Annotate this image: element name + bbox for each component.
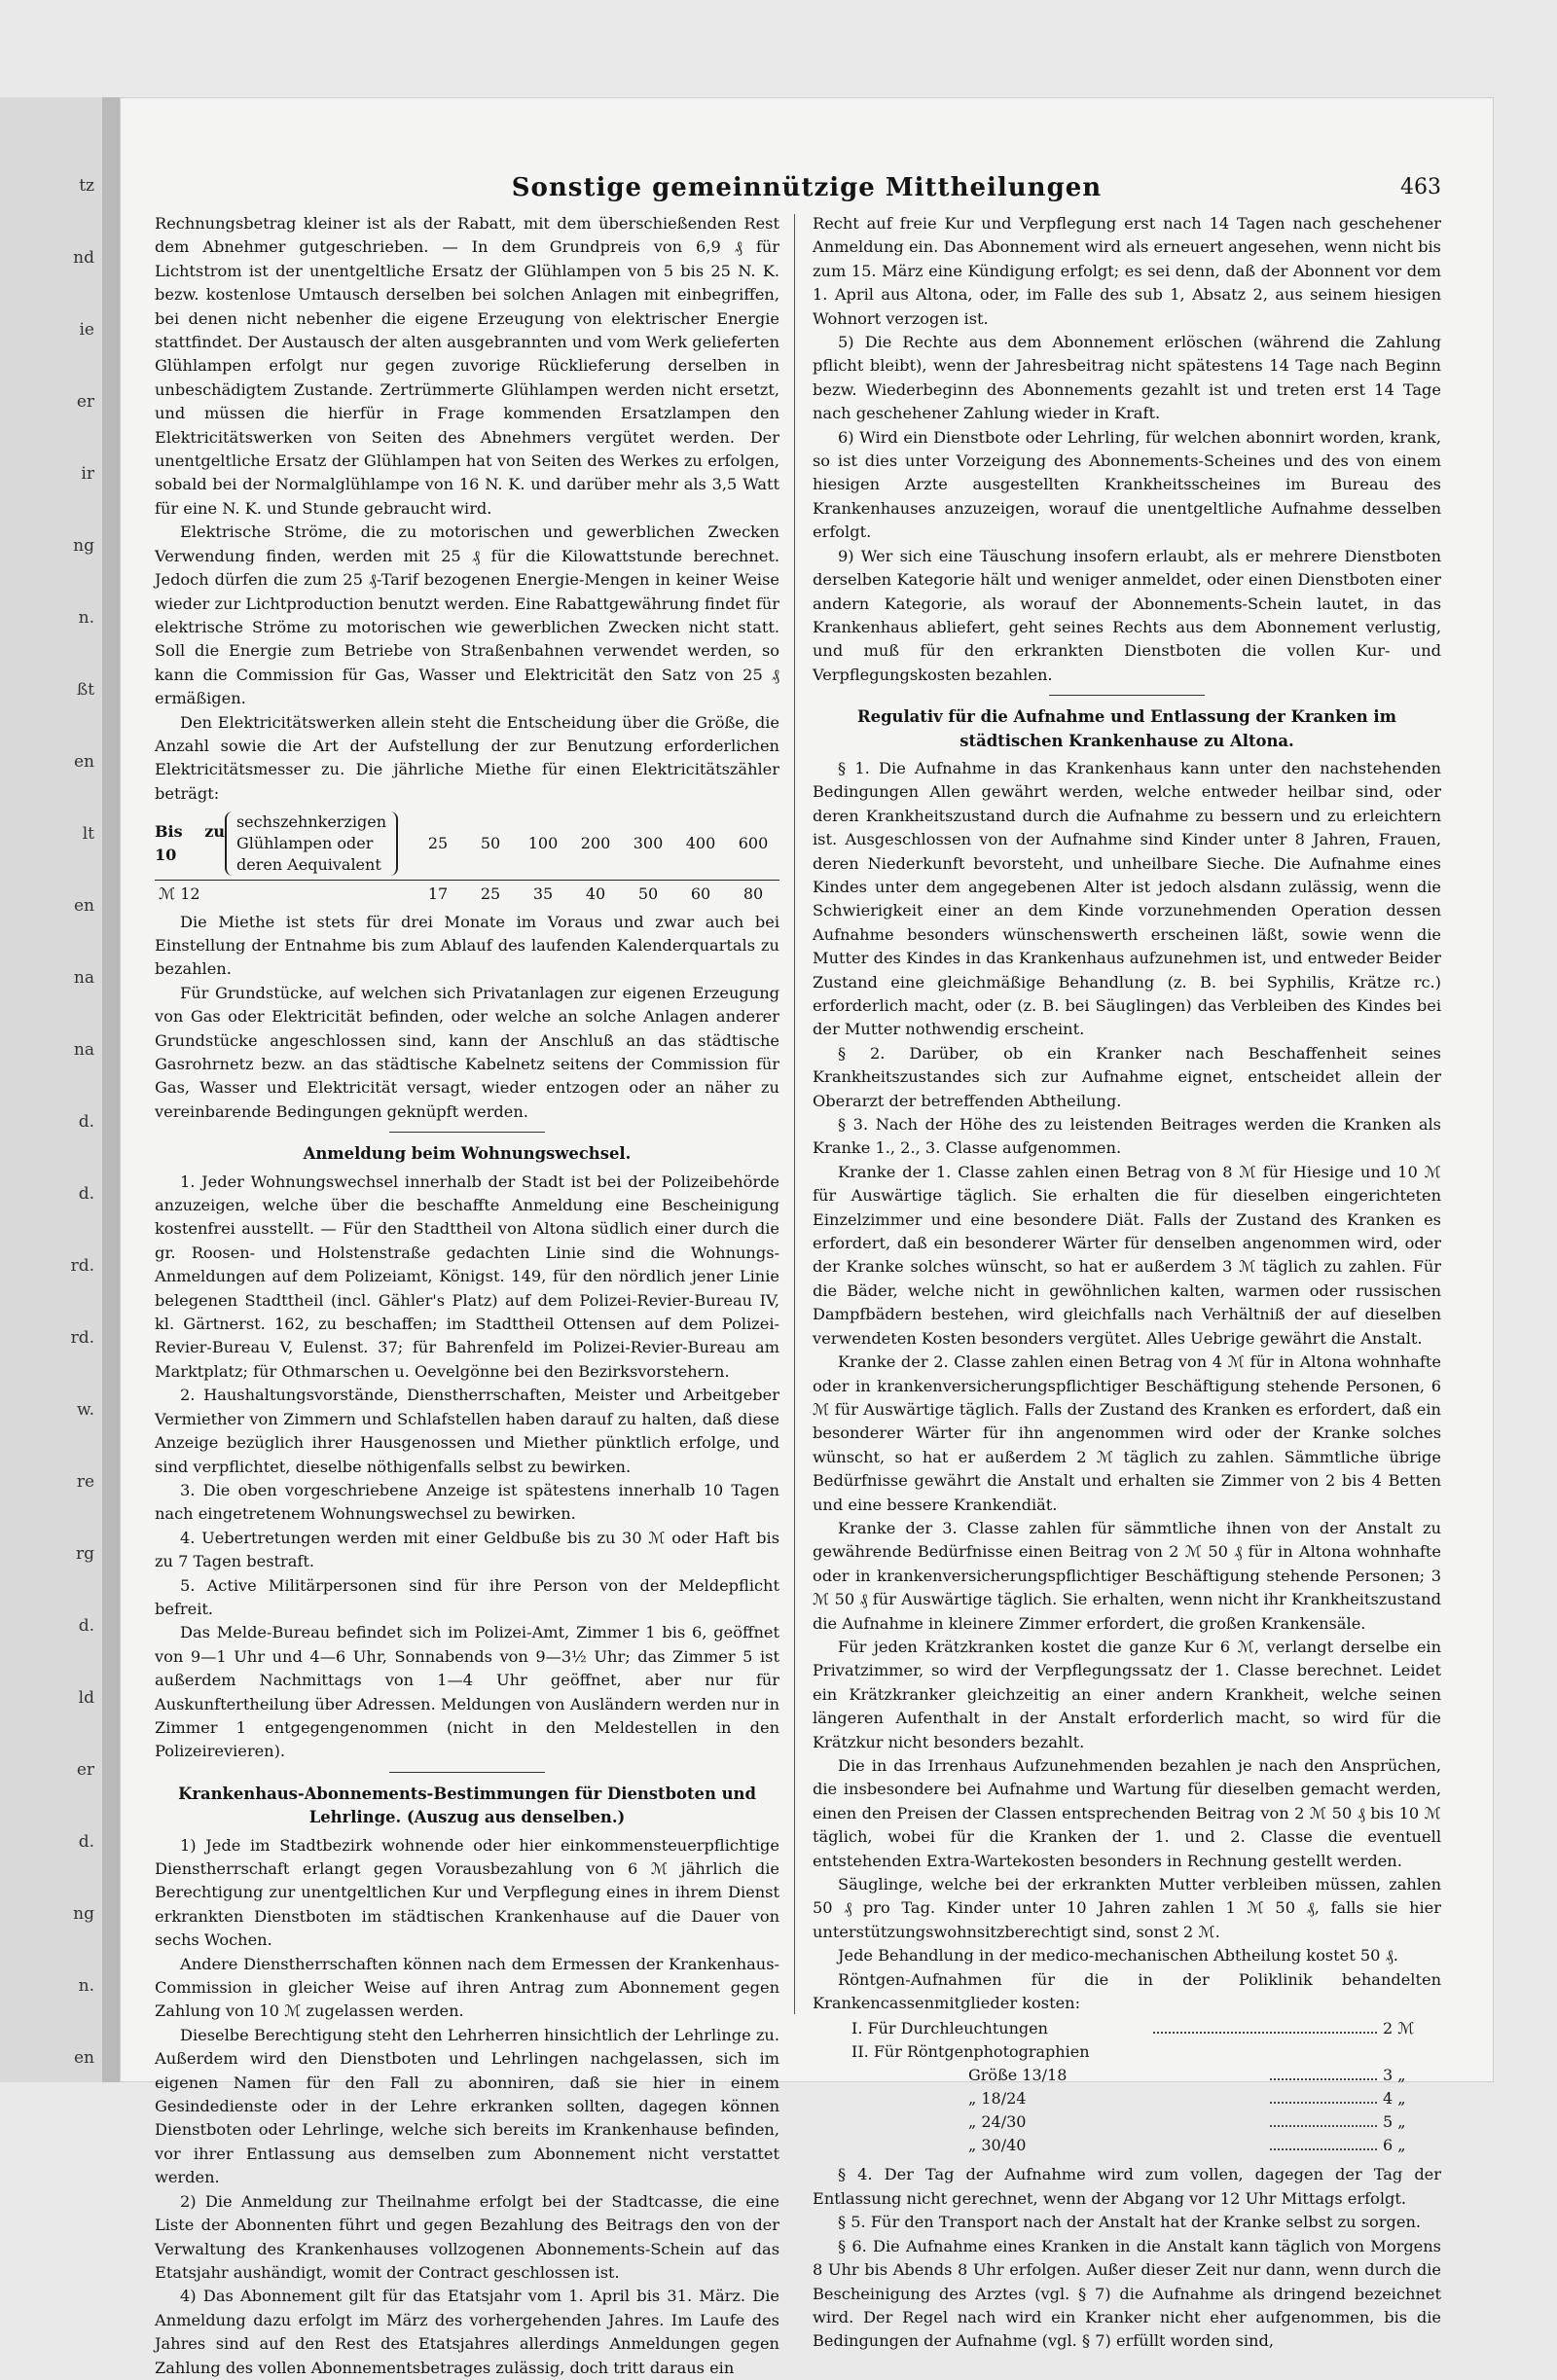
meter-bis-label: Bis zu 10 [155, 821, 225, 865]
xray-label: II. Für Röntgenphotographien [851, 2042, 1090, 2062]
edge-fragment: ßt [76, 680, 94, 700]
edge-fragment: en [73, 896, 94, 916]
edge-fragment: d. [78, 1616, 94, 1636]
paragraph: 5. Active Militärpersonen sind für ihre Person von der Meldepflicht befreit. [155, 1575, 779, 1618]
xray-price-list [851, 2017, 1441, 2157]
meter-size: 600 [738, 833, 769, 852]
section-rule [1049, 695, 1205, 696]
right-column [813, 212, 1441, 2354]
edge-fragment: na [73, 1040, 94, 1060]
edge-fragment: ng [73, 536, 94, 556]
paragraph: Elektrische Ströme, die zu motorischen und gewerblichen Zwecken Verwendung finden, werden mit 25 ₰ für die Kilowattstunde berechnet. Jedoch dürfen die zum 25 ₰-Tarif bezogenen Energie-Mengen in keiner Weise wieder zur Lichtproduction benutzt werden. Eine Rabattgewährung findet für elektrische Ströme zu motorischen wie gewerblichen Zwecken nicht statt. Soll die Energie zum Betriebe von Straßenbahnen verwendet werden, so kann die Commission für Gas, Wasser und Elektricität den Satz von 25 ₰ ermäßigen. [155, 523, 779, 708]
xray-row [851, 2017, 1441, 2040]
section-heading: Regulativ für die Aufnahme und Entlassung der Kranken im städtischen Krankenhause zu Altona. [857, 707, 1396, 750]
edge-fragment: en [73, 752, 94, 772]
paragraph: Für Grundstücke, auf welchen sich Privatanlagen zur eigenen Erzeugung von Gas oder Elektricität befinden, oder welche an solche Anlagen anderer Grundstücke angeschlossen sind, kann der Anschluß an das städtische Gasrohrnetz bezw. an das städtische Kabelnetz seitens der Commission für Gas, Wasser und Elektricität versagt, wieder entzogen oder an näher zu vereinbarende Bedingungen geknüpft werden. [155, 983, 779, 1121]
section-heading: Krankenhaus-Abonnements-Bestimmungen für Dienstboten und Lehrlinge. (Auszug aus denselben.) [178, 1784, 756, 1827]
section-rule [389, 1772, 545, 1773]
meter-size: 50 [480, 833, 501, 852]
document-page [120, 97, 1494, 2377]
xray-value: 3 „ [1383, 2066, 1406, 2085]
xray-row [851, 2110, 1441, 2134]
paragraph: Recht auf freie Kur und Verpflegung erst nach 14 Tagen nach geschehener Anmeldung ein. Das Abonnement wird als erneuert angesehen, wenn nicht bis zum 15. März eine Kündigung erfolgt; es sei denn, daß der Abonnent vor dem 1. April aus Altona, oder, im Falle des sub 1, Absatz 2, aus seinem hiesigen Wohnort verzogen ist. [813, 214, 1441, 328]
paragraph: § 1. Die Aufnahme in das Krankenhaus kann unter den nachstehenden Bedingungen Allen gewährt werden, welche entweder heilbar sind, oder deren Krankheitszustand durch die Aufnahme zu bessern und zu erleichtern ist. Ausgeschlossen von der Aufnahme sind Kinder unter 8 Jahren, Frauen, deren Niederkunft bevorsteht, und unheilbare Sieche. Die Aufnahme eines Kindes unter dem angegebenen Alter ist jedoch alsdann zulässig, wenn die Schwierigkeit einer an dem Kinde vorzunehmenden Operation dessen Aufnahme besonders wünschenswerth erscheinen läßt, sowie wenn die Mutter des Kindes in das Krankenhaus aufzunehmen ist, und entweder Beider Zustand eine gleichmäßige Behandlung (z. B. bei Syphilis, Krätze rc.) erforderlich macht, oder (z. B. bei Säuglingen) das Verbleiben des Kindes bei der Mutter nothwendig erscheint. [813, 758, 1441, 1039]
edge-fragment: n. [78, 1976, 94, 1996]
edge-fragment: er [76, 1760, 94, 1780]
paragraph: § 3. Nach der Höhe des zu leistenden Beitrages werden die Kranken als Kranke 1., 2., 3. Classe aufgenommen. [813, 1115, 1441, 1158]
paragraph: § 2. Darüber, ob ein Kranker nach Beschaffenheit seines Krankheitszustandes sich zur Aufnahme eignet, entscheidet allein der Oberarzt der betreffenden Abtheilung. [813, 1043, 1441, 1110]
paragraph: Kranke der 2. Classe zahlen einen Betrag von 4 ℳ für in Altona wohnhafte oder in krankenversicherungspflichtiger Beschäftigung stehende Personen, 6 ℳ für Auswärtige täglich. Falls der Zustand des Kranken es erfordert, daß ein besonderer Wärter für ihn angenommen wird oder der Kranke solches wünscht, so hat er außerdem 2 ℳ täglich zu zahlen. Sämmtliche übrige Bedürfnisse gewährt die Anstalt und erhalten sie Zimmer von 2 bis 4 Betten und eine bessere Krankendiät. [813, 1352, 1441, 1514]
paragraph: Kranke der 1. Classe zahlen einen Betrag von 8 ℳ für Hiesige und 10 ℳ für Auswärtige täglich. Sie erhalten die für dieselben eingerichteten Einzelzimmer und eine besondere Diät. Falls der Zustand des Kranken es erfordert, daß ein besonderer Wärter für denselben angenommen wird, oder der Kranke solches wünscht, so hat er außerdem 3 ℳ täglich zu zahlen. Für die Bäder, welche nicht in gewöhnlichen kalten, warmen oder russischen Dampfbädern bestehen, wird gleichfalls nach Verhältniß der auf dieselben verwendeten Kosten besonders vergütet. Alles Uebrige gewährt die Anstalt. [813, 1162, 1441, 1348]
paragraph: 2) Die Anmeldung zur Theilnahme erfolgt bei der Stadtcasse, die eine Liste der Abonnenten führt und gegen Bezahlung des Beitrags den von der Verwaltung des Krankenhauses vollzogenen Abonnements-Schein auf das Etatsjahr aushändigt, womit der Contract geschlossen ist. [155, 2191, 779, 2282]
xray-row [851, 2040, 1441, 2064]
section-rule [389, 1132, 545, 1133]
edge-fragment: rd. [70, 1328, 94, 1348]
paragraph: § 6. Die Aufnahme eines Kranken in die Anstalt kann täglich von Morgens 8 Uhr bis Abends 8 Uhr erfolgen. Außer dieser Zeit nur dann, wenn durch die Bescheinigung des Arztes (vgl. § 7) die Aufnahme als dringend bezeichnet wird. Der Regel nach wird ein Kranker nicht eher aufgenommen, bis die Bedingungen der Aufnahme (vgl. § 7) erfüllt worden sind, [813, 2236, 1441, 2351]
meter-price: 80 [742, 884, 764, 904]
brace-line: sechszehnkerzigen [235, 812, 386, 832]
meter-price: 40 [585, 884, 606, 904]
xray-row [851, 2134, 1441, 2157]
paragraph: 6) Wird ein Dienstbote oder Lehrling, für welchen abonnirt worden, krank, so ist dies unter Vorzeigung des Abonnements-Scheines und des von einem hiesigen Arzte ausgestellten Krankheitsscheines im Bureau des Krankenhauses anzuzeigen, worauf die unentgeltliche Aufnahme desselben erfolgt. [813, 427, 1441, 542]
paragraph: Das Melde-Bureau befindet sich im Polizei-Amt, Zimmer 1 bis 6, geöffnet von 9—1 Uhr und 4—6 Uhr, Sonnabends von 9—3½ Uhr; das Zimmer 5 ist außerdem Nachmittags von 1—4 Uhr geöffnet, aber nur für Auskunftertheilung über Adressen. Meldungen von Ausländern werden nur in Zimmer 1 entgegengenommen (nicht in den Meldestellen in den Polizeirevieren). [155, 1623, 779, 1761]
edge-fragment: ng [73, 1904, 94, 1924]
paragraph: 1. Jeder Wohnungswechsel innerhalb der Stadt ist bei der Polizeibehörde anzuzeigen, welche über die beschaffte Anmeldung eine Bescheinigung kostenfrei ausstellt. — Für den Stadttheil von Altona südlich einer durch die gr. Roosen- und Holstenstraße gedachten Linie sind die Wohnungs-Anmeldungen auf dem Polizeiamt, Königst. 149, für den nördlich jener Linie belegenen Stadttheil (incl. Gähler's Platz) auf dem Polizei-Revier-Bureau IV, kl. Gärtnerst. 162, zu beschaffen; im Stadttheil Ottensen auf dem Polizei-Revier-Bureau V, Eulenst. 37; für Bahrenfeld im Polizei-Revier-Bureau am Marktplatz; für Othmarschen u. Oevelgönne bei den Bezirksvorstehern. [155, 1172, 779, 1381]
edge-fragment: rd. [70, 1256, 94, 1276]
paragraph: 9) Wer sich eine Täuschung insofern erlaubt, als er mehrere Dienstboten derselben Kategorie hält und weniger anmeldet, oder einen Dienstboten einer andern Kategorie, als worauf der Abonnements-Schein lautet, in das Krankenhaus abliefert, geht seines Rechts aus dem Abonnement verlustig, und muß für den erkrankten Dienstboten die vollen Kur- und Verpflegungskosten bezahlen. [813, 546, 1441, 684]
paragraph: 4) Das Abonnement gilt für das Etatsjahr vom 1. April bis 31. März. Die Anmeldung dazu erfolgt im März des vorhergehenden Jahres. Im Laufe des Jahres sind auf den Rest des Etatsjahres allerdings Anmeldungen gegen Zahlung des vollen Abonnementsbetrages zulässig, doch tritt daraus ein [155, 2287, 779, 2377]
edge-fragment: rg [75, 1544, 94, 1564]
xray-label: „ 30/40 [968, 2136, 1027, 2155]
xray-value: 4 „ [1383, 2089, 1406, 2109]
paragraph: § 4. Der Tag der Aufnahme wird zum vollen, dagegen der Tag der Entlassung nicht gerechnet, wenn der Abgang vor 12 Uhr Mittags erfolgt. [813, 2165, 1441, 2208]
edge-fragment: d. [78, 1112, 94, 1132]
column-divider [794, 214, 795, 2014]
meter-price-row [155, 880, 779, 906]
paragraph: Für jeden Krätzkranken kostet die ganze Kur 6 ℳ, verlangt derselbe ein Privatzimmer, so wird der Verpflegungssatz der 1. Classe berechnet. Leidet ein Krätzkranker gleichzeitig an einer andern Krankheit, welche seinen längeren Aufenthalt in der Anstalt erforderlich macht, so wird für die Krätzkur nicht besonders bezahlt. [813, 1637, 1441, 1751]
meter-price: 60 [690, 884, 711, 904]
edge-fragment: n. [78, 608, 94, 628]
paragraph: 4. Uebertretungen werden mit einer Geldbuße bis zu 30 ℳ oder Haft bis zu 7 Tagen bestraft. [155, 1528, 779, 1571]
page-number: 463 [1400, 175, 1441, 199]
meter-size: 400 [685, 833, 716, 852]
xray-value: 6 „ [1383, 2136, 1406, 2155]
previous-page-edge [0, 97, 104, 2082]
paragraph: Röntgen-Aufnahmen für die in der Poliklinik behandelten Krankencassenmitglieder kosten: [813, 1969, 1441, 2013]
paragraph: Dieselbe Berechtigung steht den Lehrherren hinsichtlich der Lehrlinge zu. Außerdem wird den Dienstboten und Lehrlingen nachgelassen, sich im eigenen Namen für den Fall zu abonniren, daß sie hier in einem Gesindedienste oder in der Lehre erkranken sollten, dagegen können Dienstboten oder Lehrlinge, welche sich bereits im Krankenhause befinden, vor ihrer Entlassung aus demselben zum Abonnement nicht verstattet werden. [155, 2025, 779, 2187]
xray-value [1153, 2040, 1212, 2064]
paragraph: Rechnungsbetrag kleiner ist als der Rabatt, mit dem überschießenden Rest dem Abnehmer gutgeschrieben. — In dem Grundpreis von 6,9 ₰ für Lichtstrom ist der unentgeltliche Ersatz der Glühlampen von 5 bis 25 N. K. bezw. kostenlose Umtausch derselben bei solchen Anlagen mit einbegriffen, bei denen nicht nebenher die eigene Erzeugung von elektrischer Energie stattfindet. Der Austausch der alten ausgebrannten und vom Werk gelieferten Glühlampen erfolgt nur gegen zuvorige Rücklieferung derselben in unbeschädigtem Zustande. Zertrümmerte Glühlampen werden nicht ersetzt, und müssen die hierfür in Frage kommenden Ersatzlampen den Elektricitätswerken von Seiten des Abnehmers vergütet werden. Der unentgeltliche Ersatz der Glühlampen hat von Seiten des Werkes zu erfolgen, sobald bei der Normalglühlampe von 16 N. K. und darüber mehr als 3,5 Watt für eine N. K. und Stunde gebraucht wird. [155, 214, 779, 518]
page-header [120, 173, 1494, 212]
edge-fragment: tz [79, 176, 94, 196]
paragraph: Säuglinge, welche bei der erkrankten Mutter verbleiben müssen, zahlen 50 ₰ pro Tag. Kinder unter 10 Jahren zahlen 1 ℳ 50 ₰, falls sie hier unterstützungswohnsitzberechtigt sind, sonst 2 ℳ. [813, 1875, 1441, 1941]
edge-fragment: ie [79, 320, 94, 340]
meter-size: 25 [427, 833, 449, 852]
meter-size-table [155, 811, 779, 876]
xray-value: 5 „ [1383, 2112, 1406, 2132]
paragraph: 5) Die Rechte aus dem Abonnement erlöschen (während die Zahlung pflicht bleibt), wenn der Jahresbeitrag nicht spätestens 14 Tage nach Beginn bezw. Wiederbeginn des Abonnements gezahlt ist und treten erst 14 Tage nach geschehener Zahlung wieder in Kraft. [813, 333, 1441, 423]
meter-size: 300 [633, 833, 664, 852]
meter-size: 200 [580, 833, 611, 852]
paragraph: § 5. Für den Transport nach der Anstalt hat der Kranke selbst zu sorgen. [838, 2213, 1422, 2232]
xray-label: Größe 13/18 [968, 2066, 1068, 2085]
paragraph: 3. Die oben vorgeschriebene Anzeige ist spätestens innerhalb 10 Tagen nach eingetretenem Wohnungswechsel zu bewirken. [155, 1480, 779, 1524]
paragraph: Jede Behandlung in der medico-mechanischen Abtheilung kostet 50 ₰. [838, 1946, 1398, 1965]
paragraph: Den Elektricitätswerken allein steht die Entscheidung über die Größe, die Anzahl sowie die Art der Aufstellung der zur Benutzung erforderlichen Elektricitätsmesser zu. Die jährliche Miethe für einen Elektricitätszähler beträgt: [155, 712, 779, 803]
paragraph: Kranke der 3. Classe zahlen für sämmtliche ihnen von der Anstalt zu gewährende Bedürfnisse einen Beitrag von 2 ℳ 50 ₰ für in Altona wohnhafte oder in krankenversicherungspflichtiger Beschäftigung stehende Personen; 3 ℳ 50 ₰ für Auswärtige täglich. Sie erhalten, wenn nicht ihr Krankheitszustand die Aufnahme in kleinere Zimmer erfordert, die großen Krankensäle. [813, 1518, 1441, 1633]
left-column [155, 212, 779, 2380]
paragraph: Die in das Irrenhaus Aufzunehmenden bezahlen je nach den Ansprüchen, die insbesondere bei Aufnahme und Wartung für dieselben gemacht werden, einen den Preisen der Classen entsprechenden Beitrag von 2 ℳ 50 ₰ bis 10 ℳ täglich, wobei für die Kranken der 1. und 2. Classe die eventuell entstehenden Extra-Wartekosten besonders in Rechnung gestellt werden. [813, 1756, 1441, 1870]
meter-price: 50 [637, 884, 659, 904]
section-heading: Anmeldung beim Wohnungswechsel. [303, 1144, 632, 1164]
edge-fragment: re [76, 1472, 94, 1492]
xray-label: I. Für Durchleuchtungen [851, 2019, 1048, 2038]
meter-size: 100 [527, 833, 559, 852]
edge-fragment: en [73, 2048, 94, 2068]
edge-fragment: nd [73, 248, 94, 268]
edge-fragment: er [76, 392, 94, 412]
meter-price: 25 [480, 884, 501, 904]
xray-row [851, 2087, 1441, 2110]
brace-line: Glühlampen oder [235, 834, 374, 853]
xray-row [851, 2064, 1441, 2087]
edge-fragment: ld [78, 1688, 94, 1708]
book-spine [102, 97, 120, 2082]
meter-brace [225, 811, 398, 876]
edge-fragment: d. [78, 1184, 94, 1204]
meter-price: 17 [427, 884, 449, 904]
edge-fragment: ir [81, 464, 94, 484]
edge-fragment: w. [77, 1400, 94, 1420]
edge-fragment: lt [82, 824, 94, 844]
paragraph: 1) Jede im Stadtbezirk wohnende oder hier einkommensteuerpflichtige Dienstherrschaft erlangt gegen Vorausbezahlung von 6 ℳ jährlich die Berechtigung zur unentgeltlichen Kur und Verpflegung eines in ihrem Dienst erkrankten Dienstboten im städtischen Krankenhause auf die Dauer von sechs Wochen. [155, 1835, 779, 1950]
edge-fragment: na [73, 968, 94, 988]
meter-sizes [412, 832, 779, 855]
paragraph: Andere Dienstherrschaften können nach dem Ermessen der Krankenhaus-Commission in gleicher Weise auf ihren Antrag zum Abonnement gegen Zahlung von 10 ℳ zugelassen werden. [155, 1954, 779, 2021]
brace-line: deren Aequivalent [235, 855, 381, 875]
paragraph: 2. Haushaltungsvorstände, Dienstherrschaften, Meister und Arbeitgeber Vermiether von Zimmern und Schlafstellen haben darauf zu halten, daß diese Anzeige bezüglich ihrer Hausgenossen und Miether pünktlich erfolge, und sind verpflichtet, dieselbe nöthigenfalls selbst zu bewirken. [155, 1386, 779, 1476]
xray-label: „ 24/30 [968, 2112, 1027, 2132]
page-title: Sonstige gemeinnützige Mittheilungen [511, 173, 1103, 202]
paragraph: Die Miethe ist stets für drei Monate im Voraus und zwar auch bei Einstellung der Entnahme bis zum Ablauf des laufenden Kalenderquartals zu bezahlen. [155, 912, 779, 979]
meter-price-base: ℳ 12 [159, 884, 200, 904]
xray-label: „ 18/24 [968, 2089, 1027, 2109]
xray-value: 2 ℳ [1383, 2019, 1415, 2038]
edge-fragment: d. [78, 1832, 94, 1852]
meter-prices [412, 883, 779, 906]
meter-price: 35 [532, 884, 554, 904]
